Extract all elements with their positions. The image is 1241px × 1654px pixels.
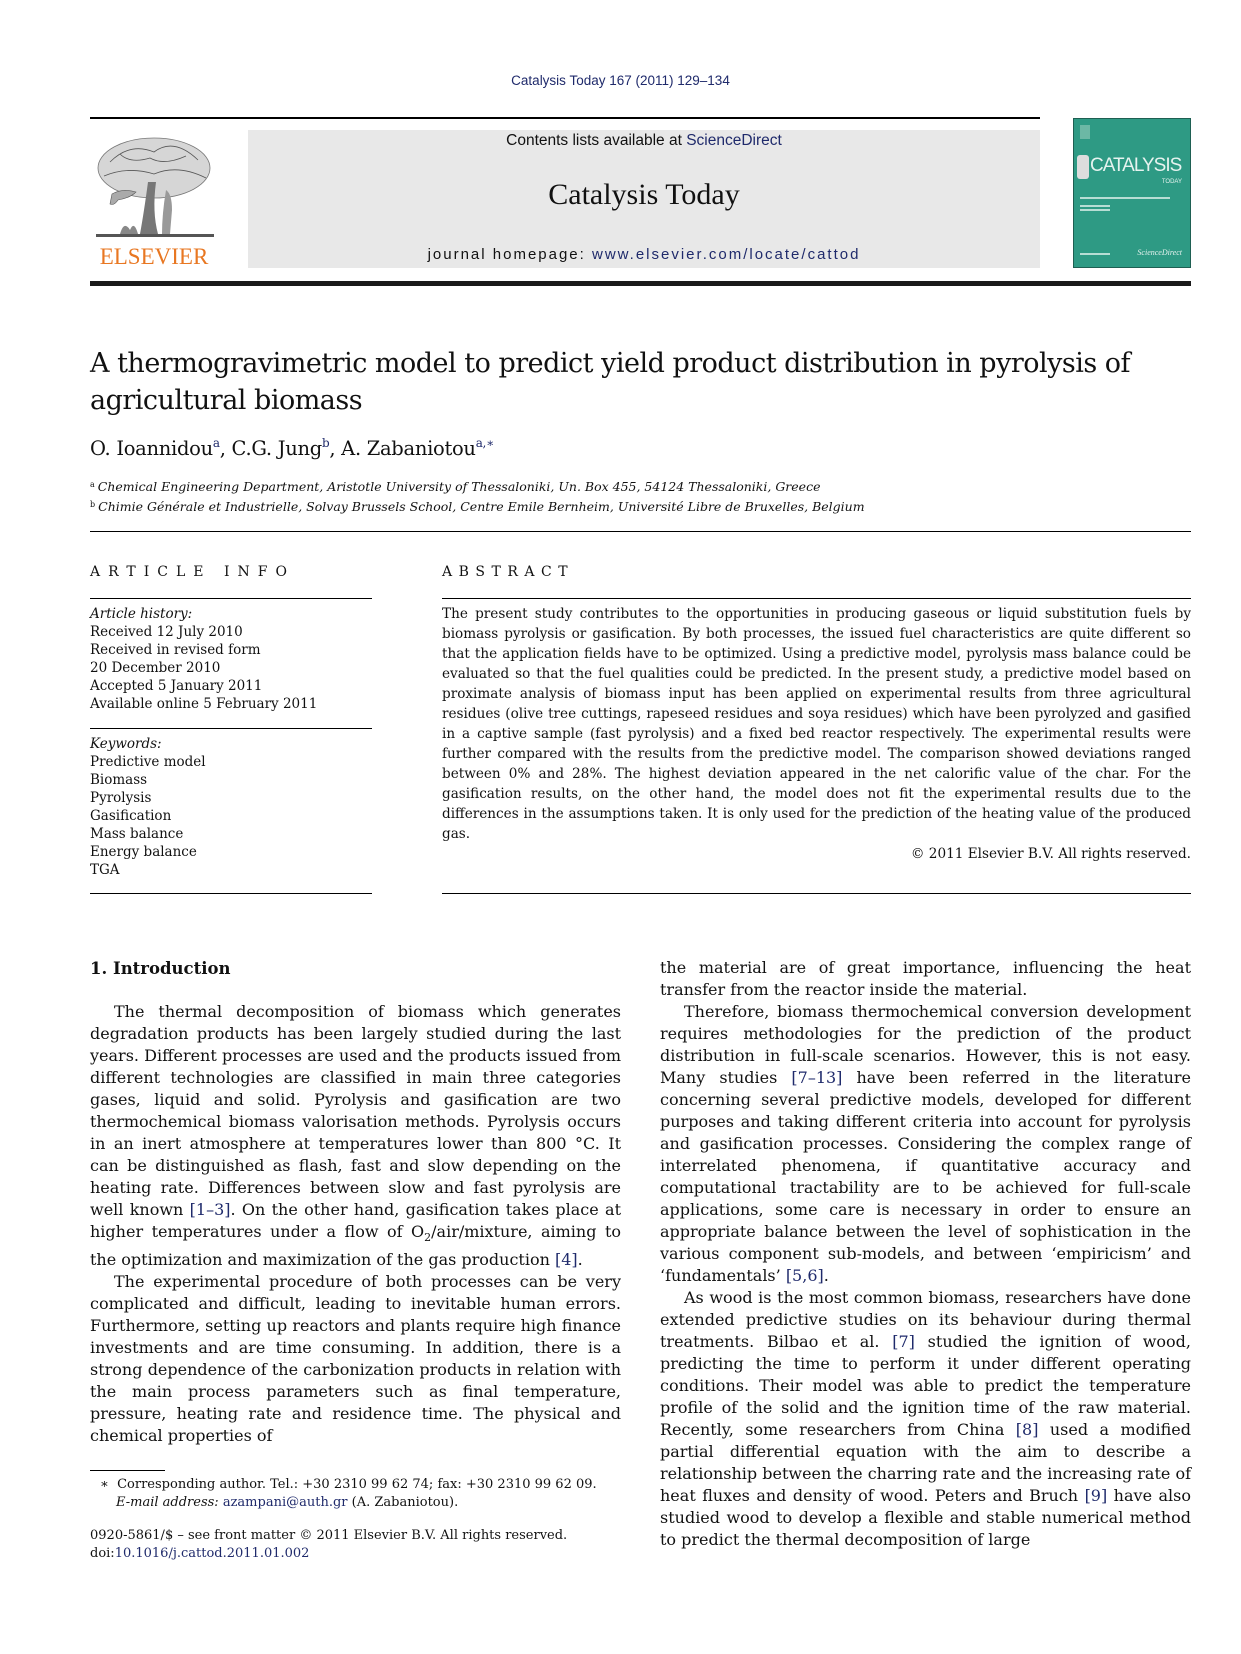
citation-link[interactable]: [4]	[555, 1250, 578, 1270]
paragraph-text: .	[577, 1250, 583, 1270]
body-column-right	[660, 957, 1191, 1551]
abstract-heading: ABSTRACT	[442, 564, 575, 580]
cover-text-line	[1080, 209, 1110, 211]
footnote-line	[100, 1476, 597, 1494]
paragraph: the material are of great importance, influencing the heat transfer from the reactor inside the material.	[660, 958, 1191, 999]
issn-line: 0920-5861/$ – see front matter © 2011 Elsevier B.V. All rights reserved.	[90, 1528, 568, 1543]
cover-sciencedirect-mark: ScienceDirect	[1137, 248, 1182, 257]
header-top-rule	[90, 117, 1040, 119]
author-affiliation-mark[interactable]: a,∗	[475, 436, 494, 450]
email-suffix: (A. Zabaniotou).	[347, 1495, 459, 1510]
paragraph: The experimental procedure of both processes can be very complicated and difficult, leading to inevitable human errors. Furthermore, setting up reactors and plants require high finance investments and are time consuming. In addition, there is a strong dependence of the carbonization products in relation with the main process parameters such as final temperature, pressure, heating rate and residence time. The physical and chemical properties of	[90, 1272, 621, 1446]
citation-link[interactable]: [5,6]	[785, 1266, 824, 1285]
journal-title: Catalysis Today	[548, 178, 740, 211]
paragraph	[660, 1287, 1191, 1551]
affiliations	[90, 476, 865, 516]
paragraph-text: used a modified partial differential equation with the aim to describe a relationship between the charring rate and the increasing rate of heat fluxes and density of wood. Peters and Bruch	[660, 1420, 1192, 1505]
author-name[interactable]: A. Zabaniotou	[341, 437, 476, 460]
elsevier-logo	[90, 128, 218, 270]
section-heading-introduction: 1. Introduction	[90, 959, 231, 978]
history-item: 20 December 2010	[90, 660, 221, 676]
journal-banner	[248, 130, 1040, 268]
citation-link[interactable]: [9]	[1084, 1486, 1108, 1505]
paragraph	[660, 1001, 1191, 1287]
elsevier-wordmark: ELSEVIER	[99, 244, 209, 269]
history-item: Received in revised form	[90, 642, 261, 658]
history-item: Received 12 July 2010	[90, 624, 243, 640]
article-history	[90, 605, 372, 713]
citation-link[interactable]: [7]	[892, 1332, 915, 1351]
keyword-item: Biomass	[90, 772, 148, 788]
keyword-item: Energy balance	[90, 844, 197, 860]
subscript: 2	[424, 1231, 432, 1245]
divider	[90, 728, 372, 729]
paragraph	[90, 1001, 621, 1271]
author-name[interactable]: C.G. Jung	[231, 437, 322, 460]
author-affiliation-mark[interactable]: a	[212, 436, 220, 450]
doi-prefix: doi:	[90, 1546, 115, 1561]
journal-cover-image[interactable]	[1073, 118, 1191, 268]
citation-link[interactable]: [8]	[1015, 1420, 1039, 1439]
keywords-label: Keywords:	[90, 736, 162, 752]
homepage-link[interactable]: www.elsevier.com/locate/cattod	[592, 246, 861, 263]
affiliation-text: Chemical Engineering Department, Aristotle University of Thessaloniki, Un. Box 455, 54124 Thessaloniki, Greece	[97, 479, 821, 494]
author-name[interactable]: O. Ioannidou	[90, 437, 213, 460]
cover-text-line	[1080, 205, 1110, 207]
affiliation-item	[90, 476, 865, 496]
paragraph-text: have been referred in the literature concerning several predictive models, developed for different purposes and taking different criteria into account for pyrolysis and gasification processes. Considering the complex range of interrelated phenomena, if quantitative accuracy and computational tractability are to be achieved for full-scale applications, some care is necessary in order to ensure an appropriate balance between the level of sophistication in the various component sub-models, and between ‘empiricism’ and ‘fundamentals’	[660, 1068, 1191, 1285]
elsevier-tree-icon	[90, 132, 218, 244]
divider	[90, 598, 372, 599]
affiliation-mark: b	[90, 500, 96, 509]
email-label: E-mail address:	[116, 1495, 219, 1510]
journal-citation[interactable]: Catalysis Today 167 (2011) 129–134	[511, 73, 730, 88]
contents-availability	[248, 132, 1040, 150]
paragraph-text: .	[823, 1266, 829, 1285]
homepage-prefix: journal homepage:	[427, 246, 592, 263]
doi-link[interactable]: 10.1016/j.cattod.2011.01.002	[114, 1546, 310, 1561]
keyword-item: Gasification	[90, 808, 172, 824]
divider	[90, 531, 1191, 532]
cover-c-glyph-icon	[1077, 155, 1089, 179]
cover-publisher-mark-icon	[1080, 125, 1090, 139]
paragraph-text: The thermal decomposition of biomass which generates degradation products has been largely studied during the last years. Different processes are used and the products issued from different technologies are classified in main three categories gases, liquid and solid. Pyrolysis and gasification are two thermochemical biomass valorisation methods. Pyrolysis occurs in an inert atmosphere at temperatures lower than 800 °C. It can be distinguished as flash, fast and slow depending on the heating rate. Differences between slow and fast pyrolysis are well known	[90, 1002, 621, 1219]
keyword-item: Predictive model	[90, 754, 206, 770]
article-info-heading: ARTICLE INFO	[90, 564, 295, 580]
corresponding-author-footnote	[100, 1476, 597, 1512]
abstract-text: The present study contributes to the opportunities in producing gaseous or liquid substitution fuels by biomass pyrolysis or gasification. By both processes, the issued fuel characteristics are quite different so that the application fields have to be optimized. Using a predictive model, pyrolysis mass balance could be evaluated so that the fuel qualities could be predicted. In the present study, a predictive model based on proximate analysis of biomass input has been applied on experimental results from three agricultural residues (olive tree cuttings, rapeseed residues and soya residues) which have been pyrolyzed and gasified in a captive sample (fast pyrolysis) and a fixed bed reactor respectively. The experimental results were further compared with the results from the predictive model. The comparison showed deviations ranged between 0% and 28%. The highest deviation appeared in the net calorific value of the char. For the gasification results, on the other hand, the model does not fit the experimental results due to the differences in the assumptions taken. It is only used for the prediction of the heating value of the produced gas.	[442, 606, 1191, 842]
author-affiliation-mark[interactable]: b	[321, 436, 330, 450]
corresponding-text: Corresponding author. Tel.: +30 2310 99 62 74; fax: +30 2310 99 62 09.	[117, 1477, 597, 1492]
cover-subtitle: TODAY	[1161, 179, 1182, 185]
affiliation-item	[90, 496, 865, 516]
keywords	[90, 735, 372, 879]
abstract-copyright: © 2011 Elsevier B.V. All rights reserved.	[910, 846, 1191, 862]
header-thick-rule	[90, 281, 1191, 286]
footnote-rule	[90, 1470, 165, 1471]
paragraph-text: . On the other hand, gasification takes place at higher temperatures under a flow of O	[90, 1200, 621, 1241]
cover-title: CATALYSIS	[1090, 155, 1182, 176]
front-matter	[90, 1527, 567, 1563]
divider	[442, 893, 1191, 894]
paragraph-text: /air/mixture, aiming to the optimization and maximization of the gas production	[90, 1222, 621, 1270]
contents-prefix: Contents lists available at	[506, 132, 687, 149]
paragraph-text: have also studied wood to develop a flexible and stable numerical method to predict the thermal decomposition of large	[660, 1486, 1191, 1549]
paragraph-text: As wood is the most common biomass, researchers have done extended predictive studies on its behaviour during thermal treatments. Bilbao et al.	[660, 1288, 1191, 1351]
footnote-line	[100, 1494, 597, 1512]
email-link[interactable]: azampani@auth.gr	[222, 1495, 348, 1510]
sciencedirect-link[interactable]: ScienceDirect	[686, 132, 782, 149]
paragraph-text: studied the ignition of wood, predicting the time to perform it under different operating conditions. Their model was able to predict the temperature profile of the solid and the ignition time of the raw material. Recently, some researchers from China	[660, 1332, 1192, 1439]
body-column-left	[90, 1001, 621, 1447]
keyword-item: Mass balance	[90, 826, 184, 842]
history-item: Accepted 5 January 2011	[90, 678, 263, 694]
affiliation-mark: a	[90, 480, 95, 489]
author-list: O. Ioannidou$^a$, C.G. Jung$^b$, A. Zabaniotou$^{a,∗}$	[90, 436, 494, 460]
cover-text-line	[1080, 253, 1110, 255]
keyword-item: Pyrolysis	[90, 790, 152, 806]
cover-text-line	[1080, 197, 1170, 199]
journal-homepage	[248, 246, 1040, 263]
affiliation-text: Chimie Générale et Industrielle, Solvay Brussels School, Centre Emile Bernheim, Université Libre de Bruxelles, Belgium	[98, 499, 865, 514]
history-item: Available online 5 February 2011	[90, 696, 318, 712]
keyword-item: TGA	[90, 862, 120, 878]
paragraph-text: Therefore, biomass thermochemical conversion development requires methodologies for the prediction of the product distribution in full-scale scenarios. However, this is not easy. Many studies	[660, 1002, 1191, 1087]
divider	[90, 893, 372, 894]
article-title: A thermogravimetric model to predict yield product distribution in pyrolysis of agricultural biomass	[90, 348, 1131, 416]
history-label: Article history:	[90, 606, 193, 622]
divider	[442, 598, 1191, 599]
footnote-marker: ∗	[100, 1477, 109, 1492]
citation-link[interactable]: [7–13]	[791, 1068, 843, 1087]
doi-line	[90, 1545, 567, 1563]
citation-link[interactable]: [1–3]	[189, 1200, 231, 1219]
